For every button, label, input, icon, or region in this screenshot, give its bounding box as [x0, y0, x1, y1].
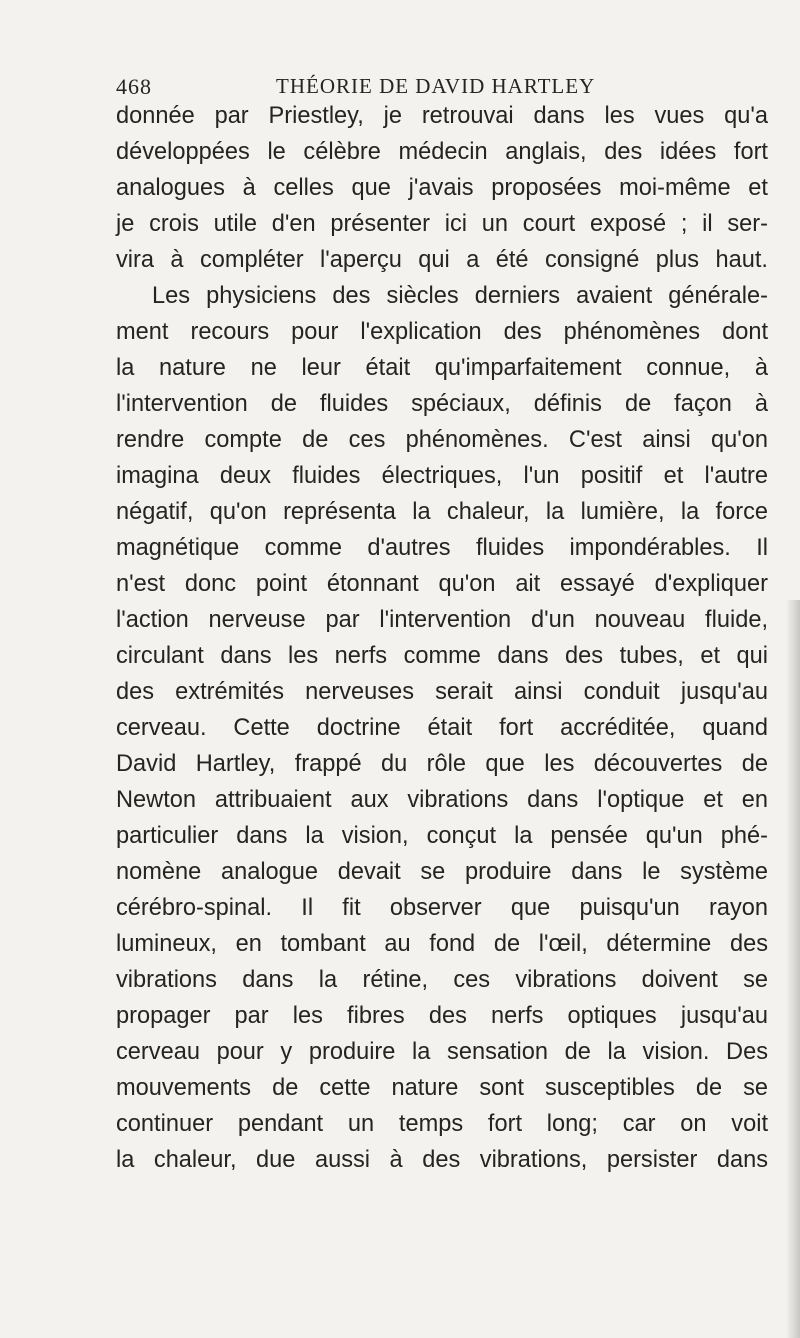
text-line: négatif, qu'on représenta la chaleur, la lumière, la force: [116, 499, 768, 525]
text-line: propager par les fibres des nerfs optiques jusqu'au: [116, 1003, 768, 1029]
text-line: lumineux, en tombant au fond de l'œil, détermine des: [116, 931, 768, 957]
text-line: analogues à celles que j'avais proposées moi-même et: [116, 175, 768, 201]
text-line: mouvements de cette nature sont susceptibles de se: [116, 1075, 768, 1101]
text-line: imagina deux fluides électriques, l'un positif et l'autre: [116, 463, 768, 489]
running-title: THÉORIE DE DAVID HARTLEY: [276, 74, 596, 98]
text-line: je crois utile d'en présenter ici un court exposé ; il ser-: [116, 211, 768, 237]
page-number: 468: [116, 74, 152, 99]
text-line: circulant dans les nerfs comme dans des tubes, et qui: [116, 643, 768, 669]
text-line: des extrémités nerveuses serait ainsi conduit jusqu'au: [116, 679, 768, 705]
text-line: Newton attribuaient aux vibrations dans l'optique et en: [116, 787, 768, 813]
text-line: rendre compte de ces phénomènes. C'est ainsi qu'on: [116, 427, 768, 453]
text-line: la nature ne leur était qu'imparfaitement connue, à: [116, 355, 768, 381]
text-line: vira à compléter l'aperçu qui a été consigné plus haut.: [116, 247, 768, 273]
text-line: vibrations dans la rétine, ces vibrations doivent se: [116, 967, 768, 993]
text-line: cerveau pour y produire la sensation de la vision. Des: [116, 1039, 768, 1065]
text-line: la chaleur, due aussi à des vibrations, persister dans: [116, 1147, 768, 1173]
text-line: cerveau. Cette doctrine était fort accréditée, quand: [116, 715, 768, 741]
text-line: cérébro-spinal. Il fit observer que puisqu'un rayon: [116, 895, 768, 921]
text-line: Les physiciens des siècles derniers avaient générale-: [152, 283, 768, 309]
body-text: [116, 98, 768, 1178]
page-edge-shadow: [786, 600, 800, 1338]
text-line: l'action nerveuse par l'intervention d'un nouveau fluide,: [116, 607, 768, 633]
text-line: David Hartley, frappé du rôle que les découvertes de: [116, 751, 768, 777]
text-line: n'est donc point étonnant qu'on ait essayé d'expliquer: [116, 571, 768, 597]
text-line: particulier dans la vision, conçut la pensée qu'un phé-: [116, 823, 768, 849]
text-line: magnétique comme d'autres fluides impondérables. Il: [116, 535, 768, 561]
text-line: nomène analogue devait se produire dans le système: [116, 859, 768, 885]
text-line: développées le célèbre médecin anglais, des idées fort: [116, 139, 768, 165]
text-line: continuer pendant un temps fort long; car on voit: [116, 1111, 768, 1137]
text-line: ment recours pour l'explication des phénomènes dont: [116, 319, 768, 345]
text-line: l'intervention de fluides spéciaux, définis de façon à: [116, 391, 768, 417]
text-line: donnée par Priestley, je retrouvai dans les vues qu'a: [116, 103, 768, 129]
